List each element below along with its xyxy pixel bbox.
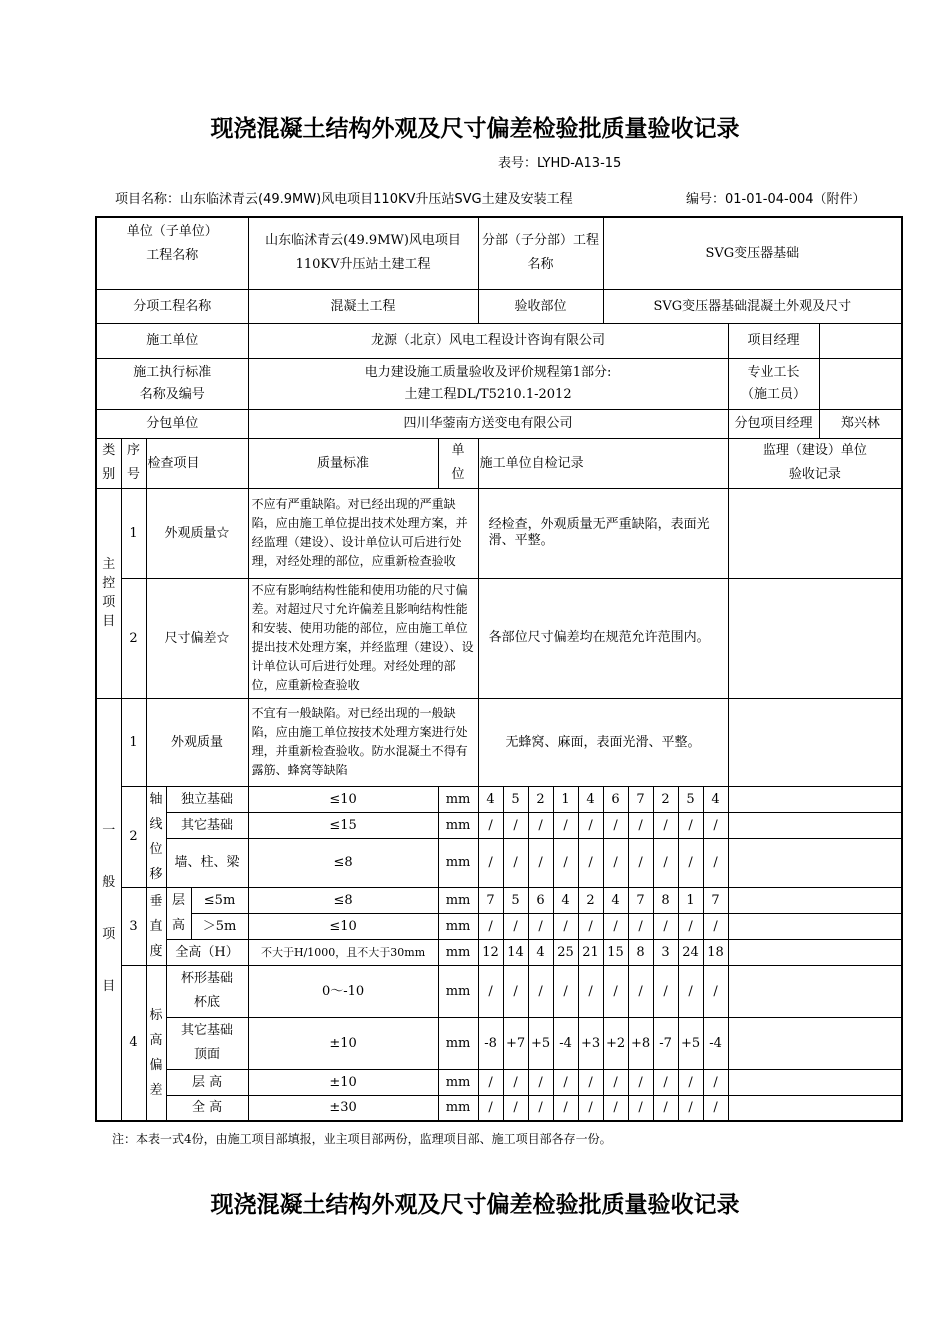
axis-unit: mm [438,786,478,812]
measure-cell: / [703,913,728,939]
supervision-cell [728,1069,902,1095]
measure-cell: 4 [578,786,603,812]
measure-cell: +2 [603,1017,628,1069]
measure-cell: / [703,1095,728,1121]
elevation-standard: 0～-10 [248,965,438,1017]
measure-cell: 12 [478,939,503,965]
elevation-item-2: 杯底 [194,995,221,1010]
vertical-standard: 不大于H/1000，且不大于30mm [248,939,438,965]
mc-standard: 不应有影响结构性能和使用功能的尺寸偏差。对超过尺寸允许偏差且影响结构性能和安装、使用功能的部位，应由施工单位提出技术处理方案，并经监理（建设）、设计单位认可后进行处理。对经处理的部位，应重新检查验收 [248,578,478,698]
col-quality-std: 质量标准 [248,438,438,488]
measure-cell: / [603,1095,628,1121]
measure-cell: / [578,1069,603,1095]
measure-cell: / [603,839,628,888]
main-control-category [96,488,121,698]
col-check-item: 检查项目 [146,438,248,488]
measure-cell: 1 [553,786,578,812]
measure-cell: 4 [603,887,628,913]
elevation-unit: mm [438,965,478,1017]
footnote: 注：本表一式4份，由施工项目部填报，业主项目部两份，监理项目部、施工项目部各存一份。 [112,1132,612,1146]
measure-cell: / [653,913,678,939]
mc-standard: 不应有严重缺陷。对已经出现的严重缺陷，应由施工单位提出技术处理方案，并经监理（建设）、设计单位认可后进行处理，对经处理的部位，应重新检查验收 [248,488,478,578]
measure-cell: / [653,812,678,838]
measure-cell: 8 [653,887,678,913]
measure-cell: / [503,965,528,1017]
measure-cell: +3 [578,1017,603,1069]
vertical-standard: ≤8 [248,887,438,913]
measure-cell: -7 [653,1017,678,1069]
axis-label [146,786,166,887]
col-unit [438,438,478,488]
measure-cell: 3 [653,939,678,965]
measure-cell: / [603,1069,628,1095]
axis-standard: ≤8 [248,839,438,888]
measure-cell: 25 [553,939,578,965]
measure-cell: / [578,913,603,939]
mc-cat-1: 控 [102,576,116,591]
foreman-label-line2: （施工员） [741,386,807,402]
measure-cell: 24 [678,939,703,965]
measure-cell: / [678,913,703,939]
measure-cell: / [478,839,503,888]
supervision-cell [728,1095,902,1121]
measure-cell: 7 [628,786,653,812]
floor-label-1: 高 [171,918,185,933]
mc-cat-3: 目 [102,614,116,629]
axis-item: 独立基础 [166,786,248,812]
measure-cell: 15 [603,939,628,965]
foreman-label [728,358,902,409]
measure-cell: 4 [528,939,553,965]
measure-cell: +5 [528,1017,553,1069]
mc-seq: 2 [121,578,146,698]
mc-supervision [728,488,902,578]
measure-cell: / [603,913,628,939]
col-seq [121,438,146,488]
measure-cell: / [678,1095,703,1121]
measure-cell: / [653,1095,678,1121]
measure-cell: / [703,965,728,1017]
measure-cell: 5 [503,786,528,812]
measure-cell: 5 [503,887,528,913]
elevation-seq: 4 [121,965,146,1121]
measure-cell: / [503,812,528,838]
measure-cell: / [553,1095,578,1121]
vertical-label [146,887,166,965]
elevation-item: 全 高 [166,1095,248,1121]
axis-unit: mm [438,839,478,888]
supervision-cell [728,887,902,913]
axis-unit: mm [438,812,478,838]
measure-cell: / [678,812,703,838]
measure-cell: 5 [678,786,703,812]
measure-cell: / [628,913,653,939]
sub-project-value: SVG变压器基础 [603,217,902,289]
sub-pm-value: 郑兴林 [840,416,880,431]
measure-cell: / [703,812,728,838]
mc-item: 尺寸偏差☆ [146,578,248,698]
axis-item: 墙、柱、梁 [166,839,248,888]
pm-label [728,323,902,358]
measure-cell: / [528,812,553,838]
measure-cell: 6 [603,786,628,812]
elevation-standard: ±10 [248,1017,438,1069]
sub-pm-label: 分包项目经理 [729,410,820,438]
floor-label-0: 层 [171,893,185,908]
measure-cell: / [678,1069,703,1095]
vertical-label-1: 直 [149,918,163,934]
inspection-table [95,216,903,1122]
serial-number: 编号：01-01-04-004（附件） [686,192,866,207]
col-category [96,438,121,488]
measure-cell: / [478,913,503,939]
page-title-repeat: 现浇混凝土结构外观及尺寸偏差检验批质量验收记录 [210,1192,740,1218]
accept-part-value: SVG变压器基础混凝土外观及尺寸 [603,289,902,323]
vertical-unit: mm [438,913,478,939]
standard-label [96,358,248,409]
measure-cell: / [653,839,678,888]
col-seq-1: 序 [126,443,140,458]
subcontract-value: 四川华蓥南方送变电有限公司 [248,409,728,438]
col-unit-2: 位 [451,467,465,482]
measure-cell: +7 [503,1017,528,1069]
measure-cell: / [578,812,603,838]
supervision-cell [728,839,902,888]
measure-cell: / [478,812,503,838]
supervision-cell [728,1017,902,1069]
measure-cell: 4 [478,786,503,812]
measure-cell: 18 [703,939,728,965]
gen-record: 无蜂窝、麻面，表面光滑、平整。 [478,698,728,786]
elevation-label-2: 偏 [149,1057,163,1073]
measure-cell: / [628,812,653,838]
constructor-label: 施工单位 [96,323,248,358]
unit-label-line2: 工程名称 [146,248,199,263]
item-label: 分项工程名称 [96,289,248,323]
gen-cat-2: 项 [102,927,116,943]
elevation-label-0: 标 [149,1007,163,1023]
measure-cell: / [503,1069,528,1095]
axis-label-0: 轴 [149,791,163,807]
gen-cat-1: 般 [102,875,116,891]
col-supervision-1: 监理（建设）单位 [762,443,867,458]
elevation-item-2: 顶面 [194,1047,221,1062]
unit-label [96,217,248,289]
measure-cell: / [478,1095,503,1121]
axis-label-2: 位 [149,841,163,857]
measure-cell: / [678,839,703,888]
elevation-item: 层 高 [166,1069,248,1095]
sub-pm-cell [728,409,902,438]
elevation-item [166,965,248,1017]
page-title: 现浇混凝土结构外观及尺寸偏差检验批质量验收记录 [210,116,740,142]
measure-cell: / [703,1069,728,1095]
elevation-standard: ±10 [248,1069,438,1095]
measure-cell: 4 [703,786,728,812]
unit-value: 山东临沭青云(49.9MW)风电项目110KV升压站土建工程 [248,217,478,289]
project-name: 项目名称：山东临沭青云(49.9MW)风电项目110KV升压站SVG土建及安装工程 [115,192,573,207]
standard-label-line1: 施工执行标准 [133,364,212,380]
col-self-check: 施工单位自检记录 [478,438,728,488]
col-unit-1: 单 [451,443,465,458]
standard-label-line2: 名称及编号 [139,386,205,402]
measure-cell: 14 [503,939,528,965]
vertical-unit: mm [438,887,478,913]
measure-cell: / [478,1069,503,1095]
measure-cell: / [603,812,628,838]
standard-value-line1: 电力建设施工质量验收及评价规程第1部分: [364,364,612,380]
foreman-label [729,359,820,409]
measure-cell: 7 [478,887,503,913]
supervision-cell [728,786,902,812]
measure-cell: 2 [653,786,678,812]
measure-cell: / [653,1069,678,1095]
measure-cell: / [628,965,653,1017]
measure-cell: -4 [703,1017,728,1069]
measure-cell: / [528,965,553,1017]
floor-label [166,887,191,939]
measure-cell: 7 [628,887,653,913]
mc-seq: 1 [121,488,146,578]
axis-item: 其它基础 [166,812,248,838]
measure-cell: / [553,812,578,838]
gen-supervision [728,698,902,786]
measure-cell: / [528,1069,553,1095]
axis-standard: ≤10 [248,786,438,812]
measure-cell: / [578,1095,603,1121]
measure-cell: / [553,1069,578,1095]
gen-seq: 1 [121,698,146,786]
col-seq-2: 号 [126,467,140,482]
foreman-value [820,359,902,409]
gen-cat-0: 一 [102,823,116,839]
axis-standard: ≤15 [248,812,438,838]
measure-cell: 2 [528,786,553,812]
gen-standard: 不宜有一般缺陷。对已经出现的一般缺陷，应由施工单位按技术处理方案进行处理，并重新检查验收。防水混凝土不得有露筋、蜂窝等缺陷 [248,698,478,786]
col-category-2: 别 [102,467,116,482]
measure-cell: 8 [628,939,653,965]
general-category [96,698,121,1121]
gen-cat-3: 目 [102,979,116,995]
measure-cell: +5 [678,1017,703,1069]
vertical-item: 全高（H） [166,939,248,965]
axis-label-1: 线 [149,816,163,832]
form-number: 表号：LYHD-A13-15 [498,156,622,171]
mc-record: 经检查，外观质量无严重缺陷，表面光滑、平整。 [478,488,728,578]
mc-record: 各部位尺寸偏差均在规范允许范围内。 [478,578,728,698]
mc-cat-2: 项 [102,595,116,610]
elevation-item-1: 其它基础 [181,1023,234,1038]
gen-item: 外观质量 [146,698,248,786]
col-supervision-2: 验收记录 [788,467,841,482]
measure-cell: / [553,913,578,939]
measure-cell: / [503,1095,528,1121]
unit-label-line1: 单位（子单位） [126,224,218,239]
item-value: 混凝土工程 [248,289,478,323]
measure-cell: 7 [703,887,728,913]
sub-project-label: 分部（子分部）工程名称 [478,217,603,289]
measure-cell: / [578,839,603,888]
measure-cell: / [703,839,728,888]
axis-seq: 2 [121,786,146,887]
supervision-cell [728,812,902,838]
measure-cell: / [528,1095,553,1121]
measure-cell: / [528,913,553,939]
col-category-1: 类 [102,443,116,458]
vertical-standard: ≤10 [248,913,438,939]
foreman-label-line1: 专业工长 [747,364,800,380]
pm-value [820,324,902,358]
measure-cell: 6 [528,887,553,913]
measure-cell: 21 [578,939,603,965]
standard-value [248,358,728,409]
supervision-cell [728,965,902,1017]
pm-label: 项目经理 [729,324,820,358]
mc-supervision [728,578,902,698]
measure-cell: / [503,839,528,888]
elevation-label-3: 差 [149,1082,163,1098]
mc-cat-0: 主 [102,557,116,572]
measure-cell: / [553,839,578,888]
vertical-label-0: 垂 [149,893,163,909]
vertical-item: ＞5m [191,913,248,939]
elevation-unit: mm [438,1069,478,1095]
measure-cell: / [628,839,653,888]
measure-cell: / [653,965,678,1017]
vertical-unit: mm [438,939,478,965]
measure-cell: / [678,965,703,1017]
mc-item: 外观质量☆ [146,488,248,578]
vertical-seq: 3 [121,887,146,965]
elevation-item [166,1017,248,1069]
elevation-unit: mm [438,1017,478,1069]
elevation-label-1: 高 [149,1032,163,1048]
supervision-cell [728,913,902,939]
measure-cell: / [553,965,578,1017]
measure-cell: / [503,913,528,939]
axis-label-3: 移 [149,866,163,882]
measure-cell: +8 [628,1017,653,1069]
accept-part-label: 验收部位 [478,289,603,323]
measure-cell: 1 [678,887,703,913]
elevation-label [146,965,166,1121]
measure-cell: / [478,965,503,1017]
measure-cell: 4 [553,887,578,913]
measure-cell: / [628,1095,653,1121]
supervision-cell [728,939,902,965]
measure-cell: -4 [553,1017,578,1069]
col-supervision [728,438,902,488]
measure-cell: / [603,965,628,1017]
elevation-standard: ±30 [248,1095,438,1121]
measure-cell: / [628,1069,653,1095]
measure-cell: / [528,839,553,888]
constructor-value: 龙源（北京）风电工程设计咨询有限公司 [248,323,728,358]
subcontract-label: 分包单位 [96,409,248,438]
measure-cell: 2 [578,887,603,913]
elevation-unit: mm [438,1095,478,1121]
standard-value-line2: 土建工程DL/T5210.1-2012 [404,386,572,402]
measure-cell: / [578,965,603,1017]
vertical-item: ≤5m [191,887,248,913]
vertical-label-2: 度 [149,943,163,959]
elevation-item-1: 杯形基础 [181,971,234,986]
measure-cell: -8 [478,1017,503,1069]
